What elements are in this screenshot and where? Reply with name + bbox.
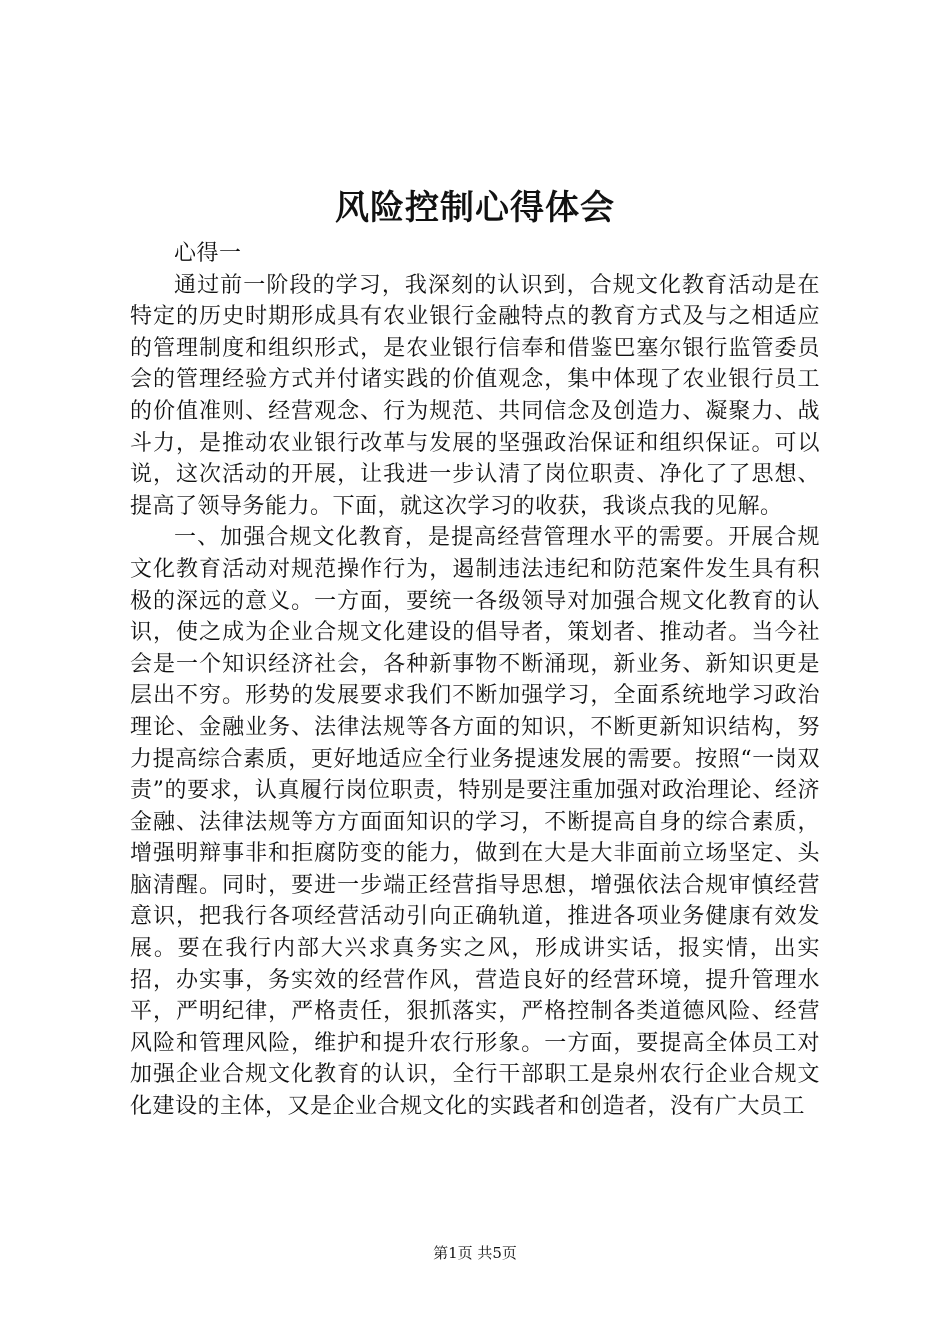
page-footer: 第1页 共5页 bbox=[433, 1244, 517, 1262]
document-body bbox=[130, 238, 820, 1123]
paragraph: 通过前一阶段的学习，我深刻的认识到，合规文化教育活动是在特定的历史时期形成具有农业银行金融特点的教育方式及与之相适应的管理制度和组织形式，是农业银行信奉和借鉴巴塞尔银行监管委员会的管理经验方式并付诸实践的价值观念，集中体现了农业银行员工的价值准则、经营观念、行为规范、共同信念及创造力、凝聚力、战斗力，是推动农业银行改革与发展的坚强政治保证和组织保证。可以说，这次活动的开展，让我进一步认清了岗位职责、净化了了思想、提高了领导务能力。下面，就这次学习的收获，我谈点我的见解。 bbox=[130, 272, 820, 519]
document-title: 风险控制心得体会 bbox=[335, 188, 615, 228]
paragraph: 一、加强合规文化教育，是提高经营管理水平的需要。开展合规文化教育活动对规范操作行为，遏制违法违纪和防范案件发生具有积极的深远的意义。一方面，要统一各级领导对加强合规文化教育的认识，使之成为企业合规文化建设的倡导者，策划者、推动者。当今社会是一个知识经济社会，各种新事物不断涌现，新业务、新知识更是层出不穷。形势的发展要求我们不断加强学习，全面系统地学习政治理论、金融业务、法律法规等各方面的知识，不断更新知识结构，努力提高综合素质，更好地适应全行业务提速发展的需要。按照“一岗双责”的要求，认真履行岗位职责，特别是要注重加强对政治理论、经济金融、法律法规等方方面面知识的学习，不断提高自身的综合素质，增强明辩事非和拒腐防变的能力，做到在大是大非面前立场坚定、头脑清醒。同时，要进一步端正经营指导思想，增强依法合规审慎经营意识，把我行各项经营活动引向正确轨道，推进各项业务健康有效发展。要在我行内部大兴求真务实之风，形成讲实话，报实情，出实招，办实事，务实效的经营作风，营造良好的经营环境，提升管理水平，严明纪律，严格责任，狠抓落实，严格控制各类道德风险、经营风险和管理风险，维护和提升农行形象。一方面，要提高全体员工对加强企业合规文化教育的认识，全行干部职工是泉州农行企业合规文化建设的主体，又是企业合规文化的实践者和创造者，没有广大员工 bbox=[130, 525, 820, 1120]
section-label: 心得一 bbox=[174, 241, 242, 266]
